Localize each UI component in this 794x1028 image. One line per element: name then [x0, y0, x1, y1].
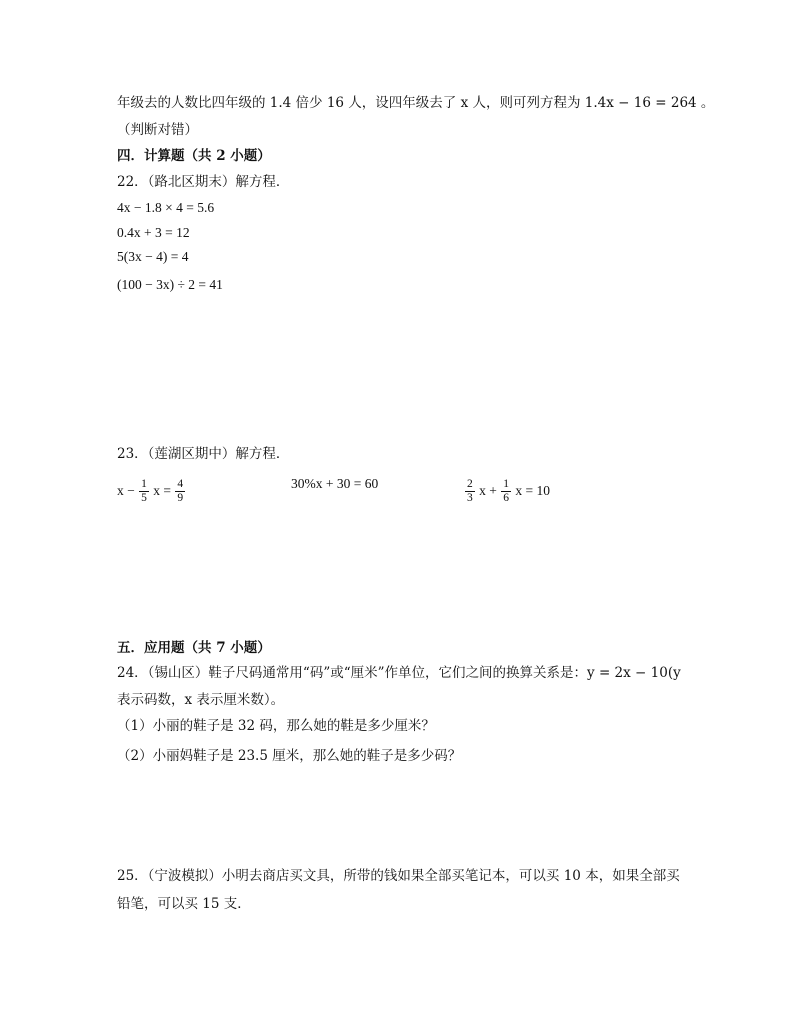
q23-equation-3	[464, 476, 550, 506]
q22-equation-3: 5(3x − 4) = 4	[117, 249, 189, 264]
q23-eq1-result-denominator: 9	[177, 492, 184, 505]
q24-line1: 24．（锡山区）鞋子尺码通常用“码”或“厘米”作单位，它们之间的换算关系是：y = 2x − 10(y	[117, 665, 681, 681]
q23-eq3-numerator-1: 2	[467, 478, 473, 491]
section4-heading: 四．计算题（共 2 小题）	[117, 148, 271, 164]
q23-eq3-tail: x = 10	[515, 483, 550, 498]
q23-prompt: 23．（莲湖区期中）解方程．	[117, 446, 290, 462]
q23-eq3-fraction-1	[465, 478, 475, 505]
q23-eq1-result-fraction	[175, 478, 185, 505]
q22-equation-2: 0.4x + 3 = 12	[117, 225, 190, 240]
q23-eq1-lead: x −	[117, 483, 135, 498]
q25-line1: 25．（宁波模拟）小明去商店买文具，所带的钱如果全部买笔记本，可以买 10 本，如果全部买	[117, 868, 680, 884]
q25-line2: 铅笔，可以买 15 支．	[117, 896, 251, 912]
q21-line1: 年级去的人数比四年级的 1.4 倍少 16 人，设四年级去了 x 人，则可列方程为 1.4x − 16 = 264 。	[117, 95, 715, 111]
q23-equation-2: 30%x + 30 = 60	[291, 476, 379, 491]
q23-eq1-denominator: 5	[141, 492, 147, 505]
q22-equation-1: 4x − 1.8 × 4 = 5.6	[117, 200, 215, 215]
q23-eq3-mid: x +	[479, 483, 497, 498]
q24-sub1: （1）小丽的鞋子是 32 码，那么她的鞋是多少厘米？	[117, 718, 435, 734]
q21-line2: （判断对错）	[117, 122, 198, 138]
q23-eq3-numerator-2: 1	[503, 478, 509, 491]
q23-eq1-numerator: 1	[141, 478, 147, 491]
q22-equation-4: (100 − 3x) ÷ 2 = 41	[117, 277, 223, 292]
q23-eq3-denominator-2: 6	[503, 492, 509, 505]
section5-heading: 五．应用题（共 7 小题）	[117, 640, 271, 656]
q24-line2: 表示码数，x 表示厘米数）。	[117, 692, 285, 708]
q23-eq1-mid: x =	[153, 483, 171, 498]
q23-equation-1	[117, 476, 186, 506]
q23-eq1-fraction	[139, 478, 149, 505]
q23-eq3-denominator-1: 3	[467, 492, 473, 505]
q24-sub2: （2）小丽妈鞋子是 23.5 厘米，那么她的鞋子是多少码？	[117, 748, 462, 764]
q23-eq3-fraction-2	[501, 478, 511, 505]
q23-eq1-result-numerator: 4	[177, 478, 184, 491]
q22-prompt: 22．（路北区期末）解方程．	[117, 174, 290, 190]
